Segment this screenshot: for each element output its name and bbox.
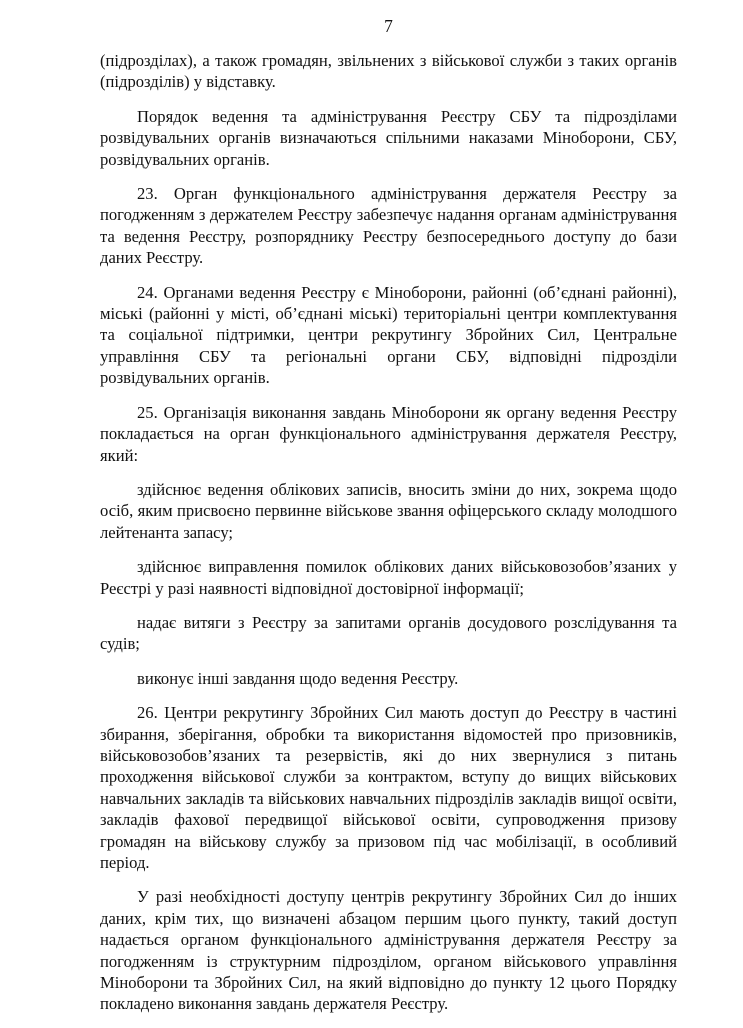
document-body bbox=[100, 50, 677, 1028]
paragraph-subitem bbox=[100, 556, 677, 599]
item-number: 24. bbox=[137, 282, 158, 302]
paragraph-item-26-additional bbox=[100, 886, 677, 1014]
paragraph-text: Порядок ведення та адміністрування Реєстру СБУ та підрозділами розвідувальних органів визначаються спільними наказами Міноборони, СБУ, розвідувальних органів. bbox=[100, 106, 677, 169]
paragraph-text: Орган функціонального адміністрування держателя Реєстру за погодженням з держателем Реєстру забезпечує надання органам адміністрування та ведення Реєстру, розпоряднику Реєстру безпосереднього доступу до бази даних Реєстру. bbox=[100, 184, 677, 268]
paragraph-text: Органами ведення Реєстру є Міноборони, районні (об’єднані районні), міські (районні у місті, об’єднані міські) територіальні центри комплектування та соціальної підтримки, центри рекрутингу Збройних Сил, Центральне управління СБУ та регіональні органи СБУ, відповідні підрозділи розвідувальних органів. bbox=[100, 282, 677, 388]
paragraph-subitem bbox=[100, 668, 677, 689]
paragraph-text: виконує інші завдання щодо ведення Реєстру. bbox=[137, 668, 459, 688]
paragraph-text: Організація виконання завдань Міноборони як органу ведення Реєстру покладається на орган функціонального адміністрування держателя Реєстру, який: bbox=[100, 402, 677, 465]
paragraph-registry-order bbox=[100, 106, 677, 170]
paragraph-text: Центри рекрутингу Збройних Сил мають доступ до Реєстру в частині збирання, зберігання, обробки та використання відомостей про призовників, військовозобов’язаних та резервістів, які до них звернулися з питань проходження військової служби за контрактом, вступу до вищих військових навчальних закладів та військових навчальних підрозділів закладів вищої освіти, закладів фахової передвищої військової освіти, супроводження призову громадян на військову службу за призовом під час мобілізації, в особливий період. bbox=[100, 703, 677, 872]
page-number: 7 bbox=[384, 16, 393, 36]
paragraph-subitem bbox=[100, 612, 677, 655]
item-number: 25. bbox=[137, 402, 158, 422]
paragraph-text: У разі необхідності доступу центрів рекрутингу Збройних Сил до інших даних, крім тих, що визначені абзацом першим цього пункту, такий доступ надається органом функціонального адміністрування держателя Реєстру за погодженням із структурним підрозділом, органом військового управління Міноборони та Збройних Сил, на який відповідно до пункту 12 цього Порядку покладено виконання завдань держателя Реєстру. bbox=[100, 887, 677, 1014]
paragraph-item-24 bbox=[100, 282, 677, 389]
item-number: 23. bbox=[137, 184, 158, 204]
paragraph-item-23 bbox=[100, 183, 677, 269]
paragraph-text: (підрозділах), а також громадян, звільнених з військової служби з таких органів (підрозділів) у відставку. bbox=[100, 51, 677, 92]
paragraph-subitem bbox=[100, 479, 677, 543]
item-number: 26. bbox=[137, 703, 158, 723]
paragraph-text: здійснює ведення облікових записів, вносить зміни до них, зокрема щодо осіб, яким присвоєно первинне військове звання офіцерського складу молодшого лейтенанта запасу; bbox=[100, 479, 677, 542]
paragraph-continuation bbox=[100, 50, 677, 93]
paragraph-item-26 bbox=[100, 702, 677, 873]
document-page bbox=[100, 0, 677, 1024]
paragraph-item-25 bbox=[100, 402, 677, 466]
paragraph-text: надає витяги з Реєстру за запитами органів досудового розслідування та судів; bbox=[100, 612, 677, 654]
paragraph-text: здійснює виправлення помилок облікових даних військовозобов’язаних у Реєстрі у разі наявності відповідної достовірної інформації; bbox=[100, 557, 677, 598]
